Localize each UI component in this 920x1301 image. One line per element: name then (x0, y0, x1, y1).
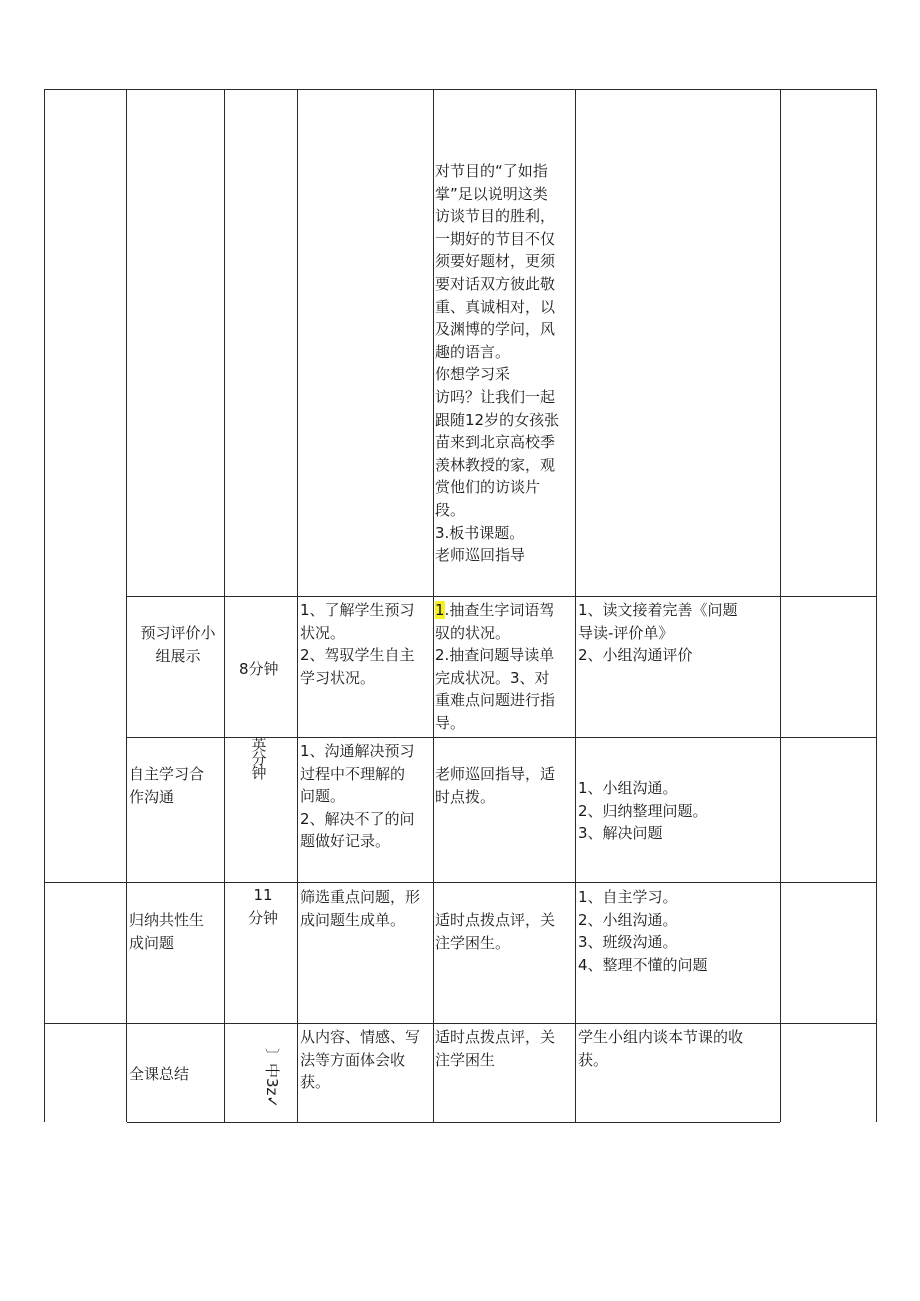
self-study-student: 1、小组沟通。 2、归纳整理问题。 3、解决问题 (578, 779, 708, 843)
self-study-stage: 自主学习合 作沟通 (129, 765, 205, 806)
self-study-goal: 1、沟通解决预习 过程中不理解的 问题。 2、解决不了的问 题做好记录。 (300, 742, 415, 851)
summary-issues-time: 11 分钟 (247, 886, 278, 927)
col-line-1 (126, 89, 127, 1122)
preview-teacher (435, 599, 575, 735)
row-line-1 (127, 596, 877, 597)
row-line-2 (127, 737, 877, 738)
self-study-time-char-3: 钟 (251, 764, 267, 782)
self-study-time-char-2: 分 (251, 750, 267, 768)
row-line-4 (44, 1023, 877, 1024)
preview-time: 8分钟 (239, 660, 279, 678)
col-line-0 (44, 89, 45, 1122)
conclusion-time: 〕中3z✓ (263, 1048, 281, 1108)
preview-goal: 1、了解学生预习 状况。 2、驾驭学生自主 学习状况。 (300, 601, 415, 687)
row-line-bottom (127, 1122, 780, 1123)
self-study-time-char-1: 英 (251, 736, 267, 754)
highlight-marker: 1 (435, 601, 445, 619)
row-line-top (44, 89, 877, 90)
col-line-5 (575, 89, 576, 1122)
preview-stage: 预习评价小 组展示 (140, 624, 216, 665)
conclusion-student: 学生小组内谈本节课的收 获。 (578, 1028, 744, 1069)
self-study-time (248, 738, 270, 780)
summary-issues-goal: 筛选重点问题，形 成问题生成单。 (300, 888, 421, 929)
col-line-3 (297, 89, 298, 1122)
conclusion-goal: 从内容、情感、写 法等方面体会收 获。 (300, 1028, 421, 1092)
summary-issues-student: 1、自主学习。 2、小组沟通。 3、班级沟通。 4、整理不懂的问题 (578, 888, 708, 974)
intro-teacher-text: 对节目的“了如指 掌”足以说明这类 访谈节目的胜利， 一期好的节目不仅 须要好题材，更须 要对话双方彼此敬 重、真诚相对，以 及渊博的学问，风 趣的语言。 你想学习采 访吗？让我们一起 跟随12岁的女孩张 苗来到北京高校季 羡林教授的家，观 赏他们的访谈片 段。 3.板书课题。 老师巡回指导 (435, 162, 560, 565)
col-line-7 (876, 89, 877, 1122)
summary-issues-teacher: 适时点拨点评，关 注学困生。 (435, 911, 556, 952)
preview-student: 1、读文接着完善《问题 导读-评价单》 2、小组沟通评价 (578, 601, 738, 665)
col-line-2 (224, 89, 225, 1122)
summary-issues-stage: 归纳共性生 成问题 (129, 911, 205, 952)
conclusion-stage: 全课总结 (129, 1065, 190, 1083)
col-line-6 (780, 89, 781, 1122)
row-line-3 (44, 882, 877, 883)
conclusion-teacher: 适时点拨点评，关 注学困生 (435, 1028, 556, 1069)
preview-teacher-text: .抽查生字词语驾 驭的状况。 2.抽查问题导读单 完成状况。3、对 重难点问题进行指 导。 (435, 601, 556, 732)
self-study-teacher: 老师巡回指导，适 时点拨。 (435, 765, 556, 806)
